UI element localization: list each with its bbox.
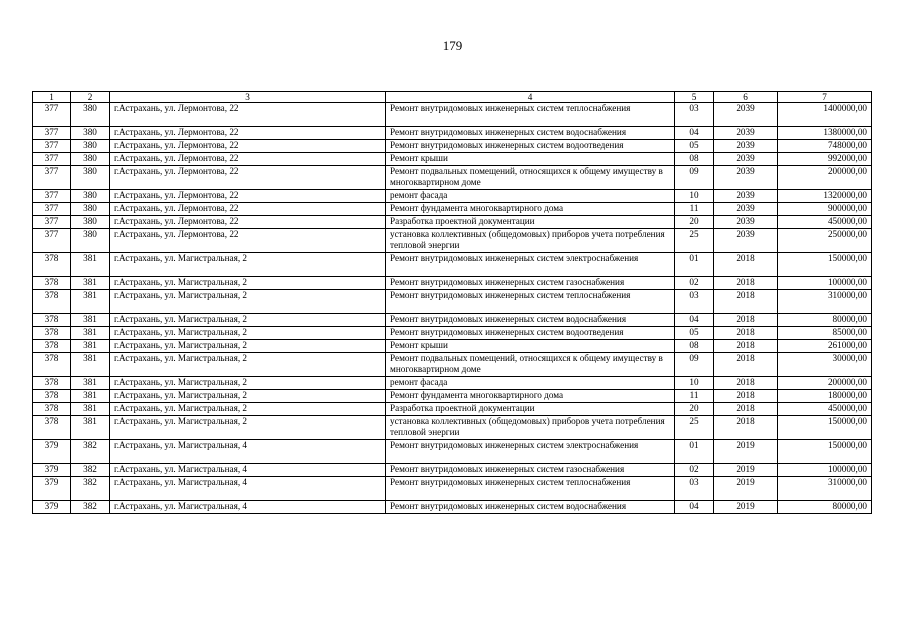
address-cell: г.Астрахань, ул. Магистральная, 2 xyxy=(110,353,386,377)
cost-cell: 180000,00 xyxy=(778,390,872,403)
year-cell: 2018 xyxy=(714,327,778,340)
table-row xyxy=(33,229,872,253)
cost-cell: 200000,00 xyxy=(778,166,872,190)
table-row xyxy=(33,501,872,514)
object-number-cell: 377 xyxy=(33,203,71,216)
address-cell: г.Астрахань, ул. Лермонтова, 22 xyxy=(110,127,386,140)
table-row xyxy=(33,253,872,277)
address-cell: г.Астрахань, ул. Лермонтова, 22 xyxy=(110,140,386,153)
work-code-cell: 04 xyxy=(675,127,714,140)
cost-cell: 250000,00 xyxy=(778,229,872,253)
row-number-cell: 380 xyxy=(71,190,110,203)
address-cell: г.Астрахань, ул. Магистральная, 4 xyxy=(110,501,386,514)
object-number-cell: 378 xyxy=(33,290,71,314)
address-cell: г.Астрахань, ул. Магистральная, 4 xyxy=(110,464,386,477)
year-cell: 2039 xyxy=(714,140,778,153)
cost-cell: 900000,00 xyxy=(778,203,872,216)
work-code-cell: 08 xyxy=(675,153,714,166)
cost-cell: 1320000,00 xyxy=(778,190,872,203)
row-number-cell: 380 xyxy=(71,153,110,166)
cost-cell: 150000,00 xyxy=(778,440,872,464)
year-cell: 2019 xyxy=(714,464,778,477)
cost-cell: 80000,00 xyxy=(778,501,872,514)
cost-cell: 85000,00 xyxy=(778,327,872,340)
table-row xyxy=(33,390,872,403)
object-number-cell: 377 xyxy=(33,190,71,203)
year-cell: 2019 xyxy=(714,501,778,514)
table-body xyxy=(33,103,872,514)
column-header: 4 xyxy=(386,92,675,103)
address-cell: г.Астрахань, ул. Магистральная, 2 xyxy=(110,377,386,390)
cost-cell: 80000,00 xyxy=(778,314,872,327)
year-cell: 2018 xyxy=(714,277,778,290)
work-type-cell: Ремонт внутридомовых инженерных систем водоотведения xyxy=(386,327,675,340)
object-number-cell: 377 xyxy=(33,140,71,153)
cost-cell: 748000,00 xyxy=(778,140,872,153)
year-cell: 2039 xyxy=(714,203,778,216)
address-cell: г.Астрахань, ул. Магистральная, 2 xyxy=(110,290,386,314)
table-row xyxy=(33,140,872,153)
column-header: 7 xyxy=(778,92,872,103)
object-number-cell: 377 xyxy=(33,127,71,140)
work-type-cell: Ремонт внутридомовых инженерных систем водоснабжения xyxy=(386,127,675,140)
work-code-cell: 25 xyxy=(675,229,714,253)
address-cell: г.Астрахань, ул. Лермонтова, 22 xyxy=(110,103,386,127)
work-code-cell: 20 xyxy=(675,216,714,229)
work-code-cell: 25 xyxy=(675,416,714,440)
address-cell: г.Астрахань, ул. Магистральная, 2 xyxy=(110,327,386,340)
row-number-cell: 381 xyxy=(71,403,110,416)
table-row xyxy=(33,327,872,340)
row-number-cell: 382 xyxy=(71,464,110,477)
year-cell: 2039 xyxy=(714,153,778,166)
cost-cell: 310000,00 xyxy=(778,290,872,314)
work-code-cell: 09 xyxy=(675,353,714,377)
year-cell: 2039 xyxy=(714,103,778,127)
work-type-cell: Ремонт фундамента многоквартирного дома xyxy=(386,390,675,403)
year-cell: 2039 xyxy=(714,190,778,203)
cost-cell: 30000,00 xyxy=(778,353,872,377)
object-number-cell: 378 xyxy=(33,277,71,290)
work-code-cell: 11 xyxy=(675,203,714,216)
work-type-cell: Ремонт подвальных помещений, относящихся к общему имуществу в многоквартирном доме xyxy=(386,353,675,377)
year-cell: 2039 xyxy=(714,166,778,190)
work-code-cell: 04 xyxy=(675,501,714,514)
table-row xyxy=(33,153,872,166)
object-number-cell: 378 xyxy=(33,390,71,403)
page-number: 179 xyxy=(442,38,463,53)
column-number-row xyxy=(33,92,872,103)
year-cell: 2018 xyxy=(714,416,778,440)
work-type-cell: установка коллективных (общедомовых) приборов учета потребления тепловой энергии xyxy=(386,229,675,253)
object-number-cell: 379 xyxy=(33,440,71,464)
year-cell: 2019 xyxy=(714,440,778,464)
row-number-cell: 380 xyxy=(71,216,110,229)
table-row xyxy=(33,203,872,216)
work-code-cell: 03 xyxy=(675,103,714,127)
cost-cell: 100000,00 xyxy=(778,464,872,477)
object-number-cell: 377 xyxy=(33,153,71,166)
object-number-cell: 378 xyxy=(33,340,71,353)
work-type-cell: Ремонт внутридомовых инженерных систем газоснабжения xyxy=(386,277,675,290)
cost-cell: 150000,00 xyxy=(778,416,872,440)
year-cell: 2018 xyxy=(714,377,778,390)
row-number-cell: 381 xyxy=(71,353,110,377)
row-number-cell: 381 xyxy=(71,377,110,390)
object-number-cell: 378 xyxy=(33,416,71,440)
column-header: 5 xyxy=(675,92,714,103)
work-type-cell: Ремонт внутридомовых инженерных систем электроснабжения xyxy=(386,253,675,277)
year-cell: 2018 xyxy=(714,314,778,327)
address-cell: г.Астрахань, ул. Лермонтова, 22 xyxy=(110,166,386,190)
year-cell: 2039 xyxy=(714,127,778,140)
work-type-cell: Ремонт подвальных помещений, относящихся к общему имуществу в многоквартирном доме xyxy=(386,166,675,190)
row-number-cell: 380 xyxy=(71,140,110,153)
row-number-cell: 381 xyxy=(71,277,110,290)
year-cell: 2018 xyxy=(714,340,778,353)
table-row xyxy=(33,190,872,203)
row-number-cell: 380 xyxy=(71,203,110,216)
work-code-cell: 09 xyxy=(675,166,714,190)
cost-cell: 992000,00 xyxy=(778,153,872,166)
work-code-cell: 11 xyxy=(675,390,714,403)
work-code-cell: 04 xyxy=(675,314,714,327)
work-type-cell: Ремонт внутридомовых инженерных систем теплоснабжения xyxy=(386,290,675,314)
row-number-cell: 380 xyxy=(71,127,110,140)
address-cell: г.Астрахань, ул. Лермонтова, 22 xyxy=(110,153,386,166)
address-cell: г.Астрахань, ул. Магистральная, 2 xyxy=(110,390,386,403)
column-header: 6 xyxy=(714,92,778,103)
year-cell: 2018 xyxy=(714,290,778,314)
cost-cell: 450000,00 xyxy=(778,216,872,229)
work-code-cell: 01 xyxy=(675,440,714,464)
column-header: 2 xyxy=(71,92,110,103)
table-row xyxy=(33,340,872,353)
address-cell: г.Астрахань, ул. Магистральная, 2 xyxy=(110,253,386,277)
row-number-cell: 382 xyxy=(71,477,110,501)
work-type-cell: Ремонт внутридомовых инженерных систем теплоснабжения xyxy=(386,103,675,127)
cost-cell: 1400000,00 xyxy=(778,103,872,127)
object-number-cell: 379 xyxy=(33,477,71,501)
year-cell: 2039 xyxy=(714,216,778,229)
address-cell: г.Астрахань, ул. Лермонтова, 22 xyxy=(110,203,386,216)
row-number-cell: 380 xyxy=(71,166,110,190)
object-number-cell: 377 xyxy=(33,103,71,127)
work-code-cell: 10 xyxy=(675,190,714,203)
object-number-cell: 377 xyxy=(33,216,71,229)
cost-cell: 310000,00 xyxy=(778,477,872,501)
object-number-cell: 378 xyxy=(33,314,71,327)
table-row xyxy=(33,166,872,190)
works-table xyxy=(32,91,872,514)
work-type-cell: Ремонт внутридомовых инженерных систем водоснабжения xyxy=(386,314,675,327)
work-code-cell: 03 xyxy=(675,290,714,314)
row-number-cell: 381 xyxy=(71,416,110,440)
address-cell: г.Астрахань, ул. Магистральная, 2 xyxy=(110,416,386,440)
address-cell: г.Астрахань, ул. Магистральная, 2 xyxy=(110,277,386,290)
work-type-cell: установка коллективных (общедомовых) приборов учета потребления тепловой энергии xyxy=(386,416,675,440)
table-row xyxy=(33,103,872,127)
year-cell: 2018 xyxy=(714,403,778,416)
table-row xyxy=(33,464,872,477)
table-row xyxy=(33,440,872,464)
object-number-cell: 377 xyxy=(33,229,71,253)
table-row xyxy=(33,353,872,377)
work-code-cell: 10 xyxy=(675,377,714,390)
row-number-cell: 382 xyxy=(71,440,110,464)
row-number-cell: 381 xyxy=(71,290,110,314)
address-cell: г.Астрахань, ул. Магистральная, 2 xyxy=(110,314,386,327)
work-type-cell: ремонт фасада xyxy=(386,377,675,390)
row-number-cell: 381 xyxy=(71,253,110,277)
object-number-cell: 378 xyxy=(33,377,71,390)
work-type-cell: Ремонт внутридомовых инженерных систем водоснабжения xyxy=(386,501,675,514)
year-cell: 2019 xyxy=(714,477,778,501)
work-type-cell: ремонт фасада xyxy=(386,190,675,203)
table-row xyxy=(33,277,872,290)
address-cell: г.Астрахань, ул. Лермонтова, 22 xyxy=(110,216,386,229)
address-cell: г.Астрахань, ул. Лермонтова, 22 xyxy=(110,190,386,203)
column-header: 3 xyxy=(110,92,386,103)
cost-cell: 150000,00 xyxy=(778,253,872,277)
table-row xyxy=(33,377,872,390)
table-row xyxy=(33,416,872,440)
table-row xyxy=(33,216,872,229)
table-row xyxy=(33,477,872,501)
year-cell: 2018 xyxy=(714,390,778,403)
object-number-cell: 378 xyxy=(33,353,71,377)
cost-cell: 200000,00 xyxy=(778,377,872,390)
row-number-cell: 381 xyxy=(71,340,110,353)
work-code-cell: 05 xyxy=(675,140,714,153)
work-type-cell: Ремонт внутридомовых инженерных систем теплоснабжения xyxy=(386,477,675,501)
year-cell: 2018 xyxy=(714,353,778,377)
work-code-cell: 03 xyxy=(675,477,714,501)
work-type-cell: Ремонт крыши xyxy=(386,340,675,353)
work-type-cell: Ремонт крыши xyxy=(386,153,675,166)
table-row xyxy=(33,127,872,140)
year-cell: 2039 xyxy=(714,229,778,253)
row-number-cell: 382 xyxy=(71,501,110,514)
work-code-cell: 20 xyxy=(675,403,714,416)
work-code-cell: 01 xyxy=(675,253,714,277)
table-row xyxy=(33,290,872,314)
work-code-cell: 08 xyxy=(675,340,714,353)
work-type-cell: Ремонт фундамента многоквартирного дома xyxy=(386,203,675,216)
address-cell: г.Астрахань, ул. Магистральная, 2 xyxy=(110,403,386,416)
work-type-cell: Ремонт внутридомовых инженерных систем электроснабжения xyxy=(386,440,675,464)
cost-cell: 450000,00 xyxy=(778,403,872,416)
object-number-cell: 377 xyxy=(33,166,71,190)
work-code-cell: 02 xyxy=(675,277,714,290)
cost-cell: 261000,00 xyxy=(778,340,872,353)
address-cell: г.Астрахань, ул. Лермонтова, 22 xyxy=(110,229,386,253)
object-number-cell: 378 xyxy=(33,327,71,340)
object-number-cell: 379 xyxy=(33,501,71,514)
work-type-cell: Ремонт внутридомовых инженерных систем водоотведения xyxy=(386,140,675,153)
table-row xyxy=(33,403,872,416)
work-code-cell: 05 xyxy=(675,327,714,340)
row-number-cell: 381 xyxy=(71,314,110,327)
object-number-cell: 378 xyxy=(33,253,71,277)
cost-cell: 1380000,00 xyxy=(778,127,872,140)
row-number-cell: 381 xyxy=(71,390,110,403)
row-number-cell: 380 xyxy=(71,229,110,253)
address-cell: г.Астрахань, ул. Магистральная, 4 xyxy=(110,440,386,464)
cost-cell: 100000,00 xyxy=(778,277,872,290)
column-header: 1 xyxy=(33,92,71,103)
work-type-cell: Разработка проектной документации xyxy=(386,216,675,229)
year-cell: 2018 xyxy=(714,253,778,277)
row-number-cell: 380 xyxy=(71,103,110,127)
row-number-cell: 381 xyxy=(71,327,110,340)
object-number-cell: 378 xyxy=(33,403,71,416)
work-type-cell: Разработка проектной документации xyxy=(386,403,675,416)
object-number-cell: 379 xyxy=(33,464,71,477)
work-code-cell: 02 xyxy=(675,464,714,477)
table-row xyxy=(33,314,872,327)
address-cell: г.Астрахань, ул. Магистральная, 4 xyxy=(110,477,386,501)
address-cell: г.Астрахань, ул. Магистральная, 2 xyxy=(110,340,386,353)
work-type-cell: Ремонт внутридомовых инженерных систем газоснабжения xyxy=(386,464,675,477)
